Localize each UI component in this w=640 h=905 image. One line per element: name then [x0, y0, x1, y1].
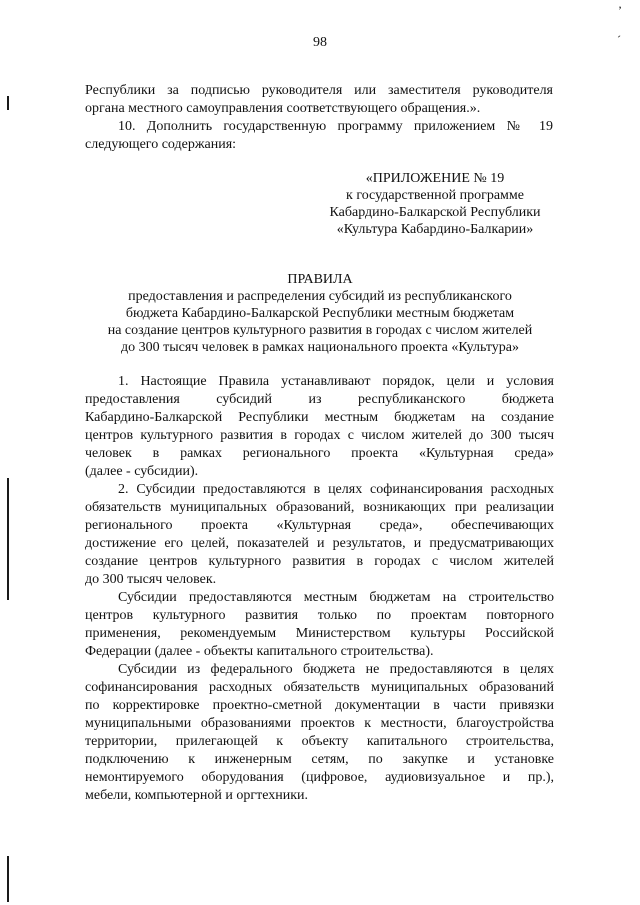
scan-margin-bar [7, 478, 9, 600]
body-line: муниципальными образованиями проектов к местности, благоустройства [85, 716, 554, 731]
appendix-header-line: «ПРИЛОЖЕНИЕ № 19 [365, 171, 505, 186]
body-line: Субсидии предоставляются местным бюджетам на строительство [118, 590, 554, 605]
body-line: центров культурного развития только по проектам повторного [85, 608, 554, 623]
body-line: немонтируемого оборудования (цифровое, аудиовизуальное и пр.), [85, 770, 554, 785]
intro-line: Республики за подписью руководителя или заместителя руководителя [85, 83, 553, 98]
intro-line: 10. Дополнить государственную программу приложением № 19 [118, 119, 553, 134]
subtitle-line: бюджета Кабардино-Балкарской Республики местным бюджетам [125, 306, 515, 321]
body-line: софинансирования расходных обязательств муниципальных образований [85, 680, 554, 695]
intro-line: следующего содержания: [85, 137, 237, 152]
intro-line: органа местного самоуправления соответствующего обращения.». [85, 101, 481, 116]
margin-mark: ´ [617, 33, 621, 47]
body-line: достижение его целей, показателей и результатов, и предусматривающих [85, 536, 554, 551]
body-line: обязательств муниципальных образований, возникающих при реализации [85, 500, 554, 515]
appendix-header-line: Кабардино-Балкарской Республики [329, 205, 541, 220]
body-line: центров культурного развития в городах с числом жителей до 300 тысяч [85, 428, 554, 443]
body-line: применения, рекомендуемым Министерством культуры Российской [85, 626, 554, 641]
page-number: 98 [313, 35, 327, 50]
body-line: 2. Субсидии предоставляются в целях софинансирования расходных [118, 482, 554, 497]
body-line: Кабардино-Балкарской Республики местным бюджетам на создание [85, 410, 554, 425]
body-line: мебели, компьютерной и оргтехники. [85, 788, 309, 803]
body-line: 1. Настоящие Правила устанавливают порядок, цели и условия [118, 374, 554, 389]
subtitle-line: предоставления и распределения субсидий из республиканского [128, 289, 512, 304]
body-line: создание центров культурного развития в городах с числом жителей [85, 554, 554, 569]
body-line: до 300 тысяч человек. [85, 572, 217, 587]
appendix-header-line: «Культура Кабардино-Балкарии» [336, 222, 534, 237]
scan-margin-bar [7, 856, 9, 902]
body-line: предоставления субсидий из республиканского бюджета [85, 392, 554, 407]
body-line: территории, прилегающей к объекту капитального строительства, [85, 734, 554, 749]
subtitle-line: до 300 тысяч человек в рамках национального проекта «Культура» [120, 340, 520, 355]
appendix-header-line: к государственной программе [346, 188, 524, 203]
body-line: человек в рамках регионального проекта «Культурная среда» [85, 446, 554, 461]
body-line: (далее - субсидии). [85, 464, 199, 479]
body-line: Субсидии из федерального бюджета не предоставляются в целях [118, 662, 554, 677]
body-line: регионального проекта «Культурная среда», обеспечивающих [85, 518, 554, 533]
body-line: Федерации (далее - объекты капитального строительства). [85, 644, 434, 659]
subtitle-line: на создание центров культурного развития в городах с числом жителей [107, 323, 533, 338]
body-line: подключению к инженерным сетям, по закупке и установке [85, 752, 554, 767]
margin-mark: ’ [618, 3, 622, 17]
body-line: по корректировке проектно-сметной документации в части привязки [85, 698, 554, 713]
scan-margin-bar [7, 96, 9, 110]
document-title: ПРАВИЛА [287, 272, 353, 287]
